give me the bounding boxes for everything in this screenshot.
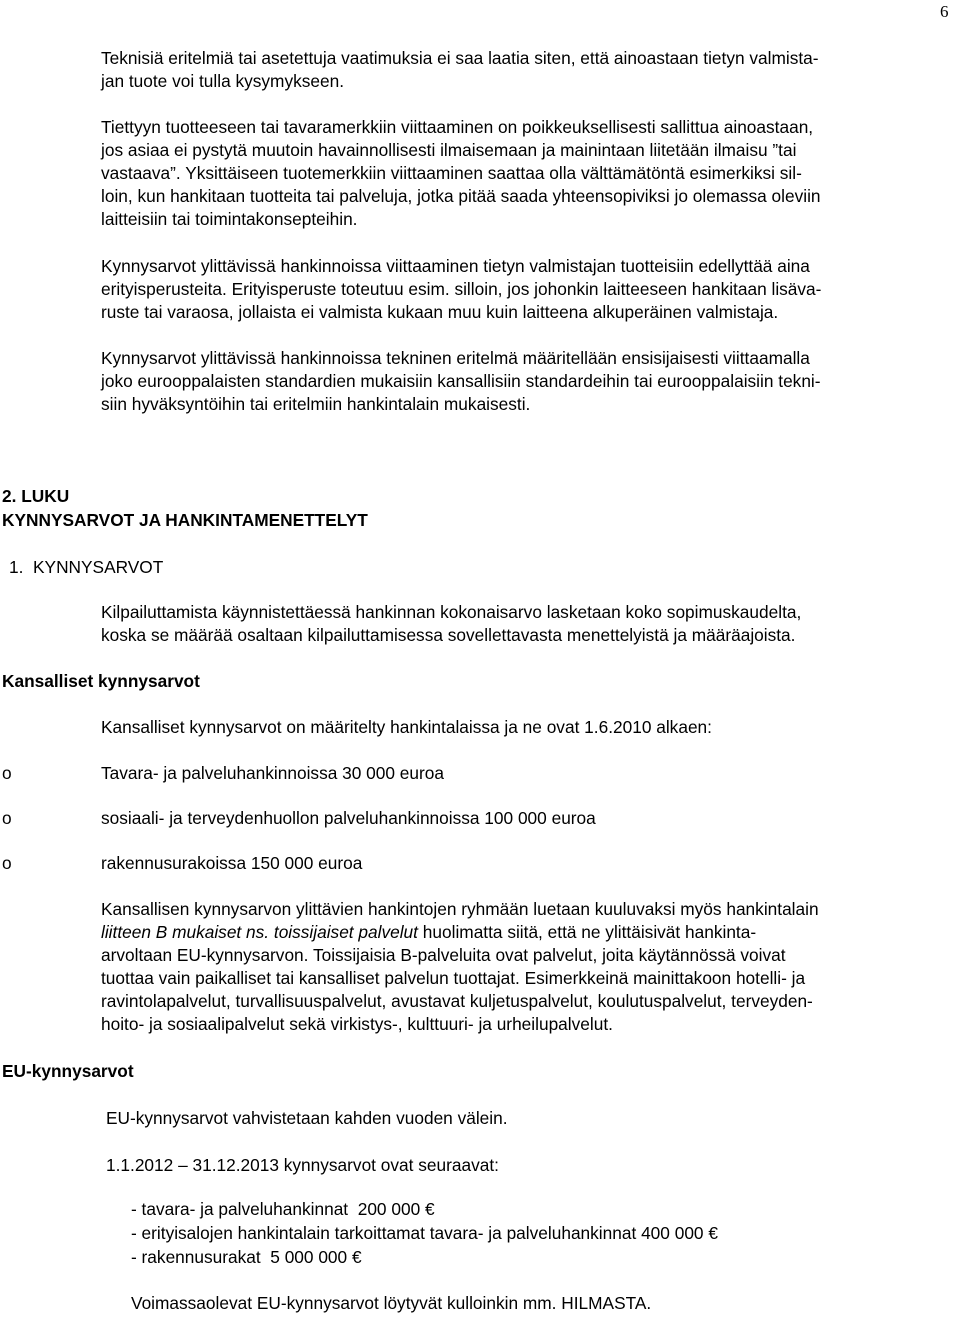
text-line: [101, 921, 756, 943]
text-line: jos asiaa ei pystytä muutoin havainnollisesti ilmaisemaan ja mainintaan liitetään ilmaisu ”tai: [101, 140, 797, 160]
text-line: jan tuote voi tulla kysymykseen.: [101, 71, 345, 91]
text-line: ravintolapalvelut, turvallisuuspalvelut, avustavat kuljetuspalvelut, koulutuspalvelut, terveyden-: [101, 991, 813, 1011]
list-item: - rakennusurakat 5 000 000 €: [131, 1247, 362, 1267]
text-line: erityisperusteita. Erityisperuste toteutuu esim. silloin, jos johonkin laitteeseen hankitaan lisäva-: [101, 279, 822, 299]
list-item-text: rakennusurakoissa 150 000 euroa: [101, 853, 363, 873]
text-line: Teknisiä eritelmiä tai asetettuja vaatimuksia ei saa laatia siten, että ainoastaan tietyn valmista-: [101, 48, 819, 68]
text-line: siin hyväksyntöihin tai eritelmiin hankintalain mukaisesti.: [101, 394, 531, 414]
text-line: tuottaa vain paikalliset tai kansalliset palvelun tuottajat. Esimerkkeinä mainittakoon hotelli- ja: [101, 968, 806, 988]
national-intro: Kansalliset kynnysarvot on määritelty hankintalaissa ja ne ovat 1.6.2010 alkaen:: [101, 717, 712, 737]
list-item: - tavara- ja palveluhankinnat 200 000 €: [131, 1199, 435, 1219]
text-line: Kynnysarvot ylittävissä hankinnoissa tekninen eritelmä määritellään ensisijaisesti viittaamalla: [101, 348, 810, 368]
eu-intro: EU-kynnysarvot vahvistetaan kahden vuoden välein.: [106, 1108, 508, 1128]
list-item-text: Tavara- ja palveluhankinnoissa 30 000 euroa: [101, 763, 444, 783]
text-line: loin, kun hankitaan tuotteita tai palveluja, jotka pitää saada yhteensopiviksi jo olemassa oleviin: [101, 186, 821, 206]
chapter-title: KYNNYSARVOT JA HANKINTAMENETTELYT: [2, 510, 368, 530]
text-line: vastaava”. Yksittäiseen tuotemerkkiin viittaaminen saattaa olla välttämätöntä esimerkiksi sil-: [101, 163, 802, 183]
text-line: Kilpailuttamista käynnistettäessä hankinnan kokonaisarvo lasketaan koko sopimuskaudelta,: [101, 602, 802, 622]
text-line: joko eurooppalaisten standardien mukaisiin kansallisiin standardeihin tai eurooppalaisiin tekni-: [101, 371, 821, 391]
bullet-icon: o: [2, 808, 12, 828]
list-item: - erityisalojen hankintalain tarkoittamat tavara- ja palveluhankinnat 400 000 €: [131, 1223, 718, 1243]
italic-text: liitteen B mukaiset ns. toissijaiset palvelut: [101, 922, 418, 942]
bullet-icon: o: [2, 763, 12, 783]
text-line: Tiettyyn tuotteeseen tai tavaramerkkiin viittaaminen on poikkeuksellisesti sallittua ainoastaan,: [101, 117, 814, 137]
bullet-icon: o: [2, 853, 12, 873]
text-span: huolimatta siitä, että ne ylittäisivät hankinta-: [417, 922, 757, 942]
text-line: koska se määrää osaltaan kilpailuttamisessa sovellettavasta menettelyistä ja määräajoista.: [101, 625, 796, 645]
text-line: arvoltaan EU-kynnysarvon. Toissijaisia B-palveluita ovat palvelut, joita käytännössä voivat: [101, 945, 786, 965]
text-line: laitteisiin tai toimintakonsepteihin.: [101, 209, 358, 229]
text-line: Kynnysarvot ylittävissä hankinnoissa viittaaminen tietyn valmistajan tuotteisiin edellyttää aina: [101, 256, 810, 276]
eu-heading: EU-kynnysarvot: [2, 1061, 134, 1081]
eu-period: 1.1.2012 – 31.12.2013 kynnysarvot ovat seuraavat:: [106, 1155, 499, 1175]
text-line: hoito- ja sosiaalipalvelut sekä virkistys-, kulttuuri- ja urheilupalvelut.: [101, 1014, 613, 1034]
section-heading: 1. KYNNYSARVOT: [9, 557, 164, 577]
text-line: Kansallisen kynnysarvon ylittävien hankintojen ryhmään luetaan kuuluvaksi myös hankintalain: [101, 899, 819, 919]
national-heading: Kansalliset kynnysarvot: [2, 671, 200, 691]
list-item-text: sosiaali- ja terveydenhuollon palveluhankinnoissa 100 000 euroa: [101, 808, 596, 828]
eu-footer: Voimassaolevat EU-kynnysarvot löytyvät kulloinkin mm. HILMASTA.: [131, 1293, 652, 1313]
page-number: 6: [940, 2, 949, 21]
chapter-number: 2. LUKU: [2, 486, 70, 506]
text-line: ruste tai varaosa, jollaista ei valmista kukaan muu kuin laitteena alkuperäinen valmistaja.: [101, 302, 779, 322]
